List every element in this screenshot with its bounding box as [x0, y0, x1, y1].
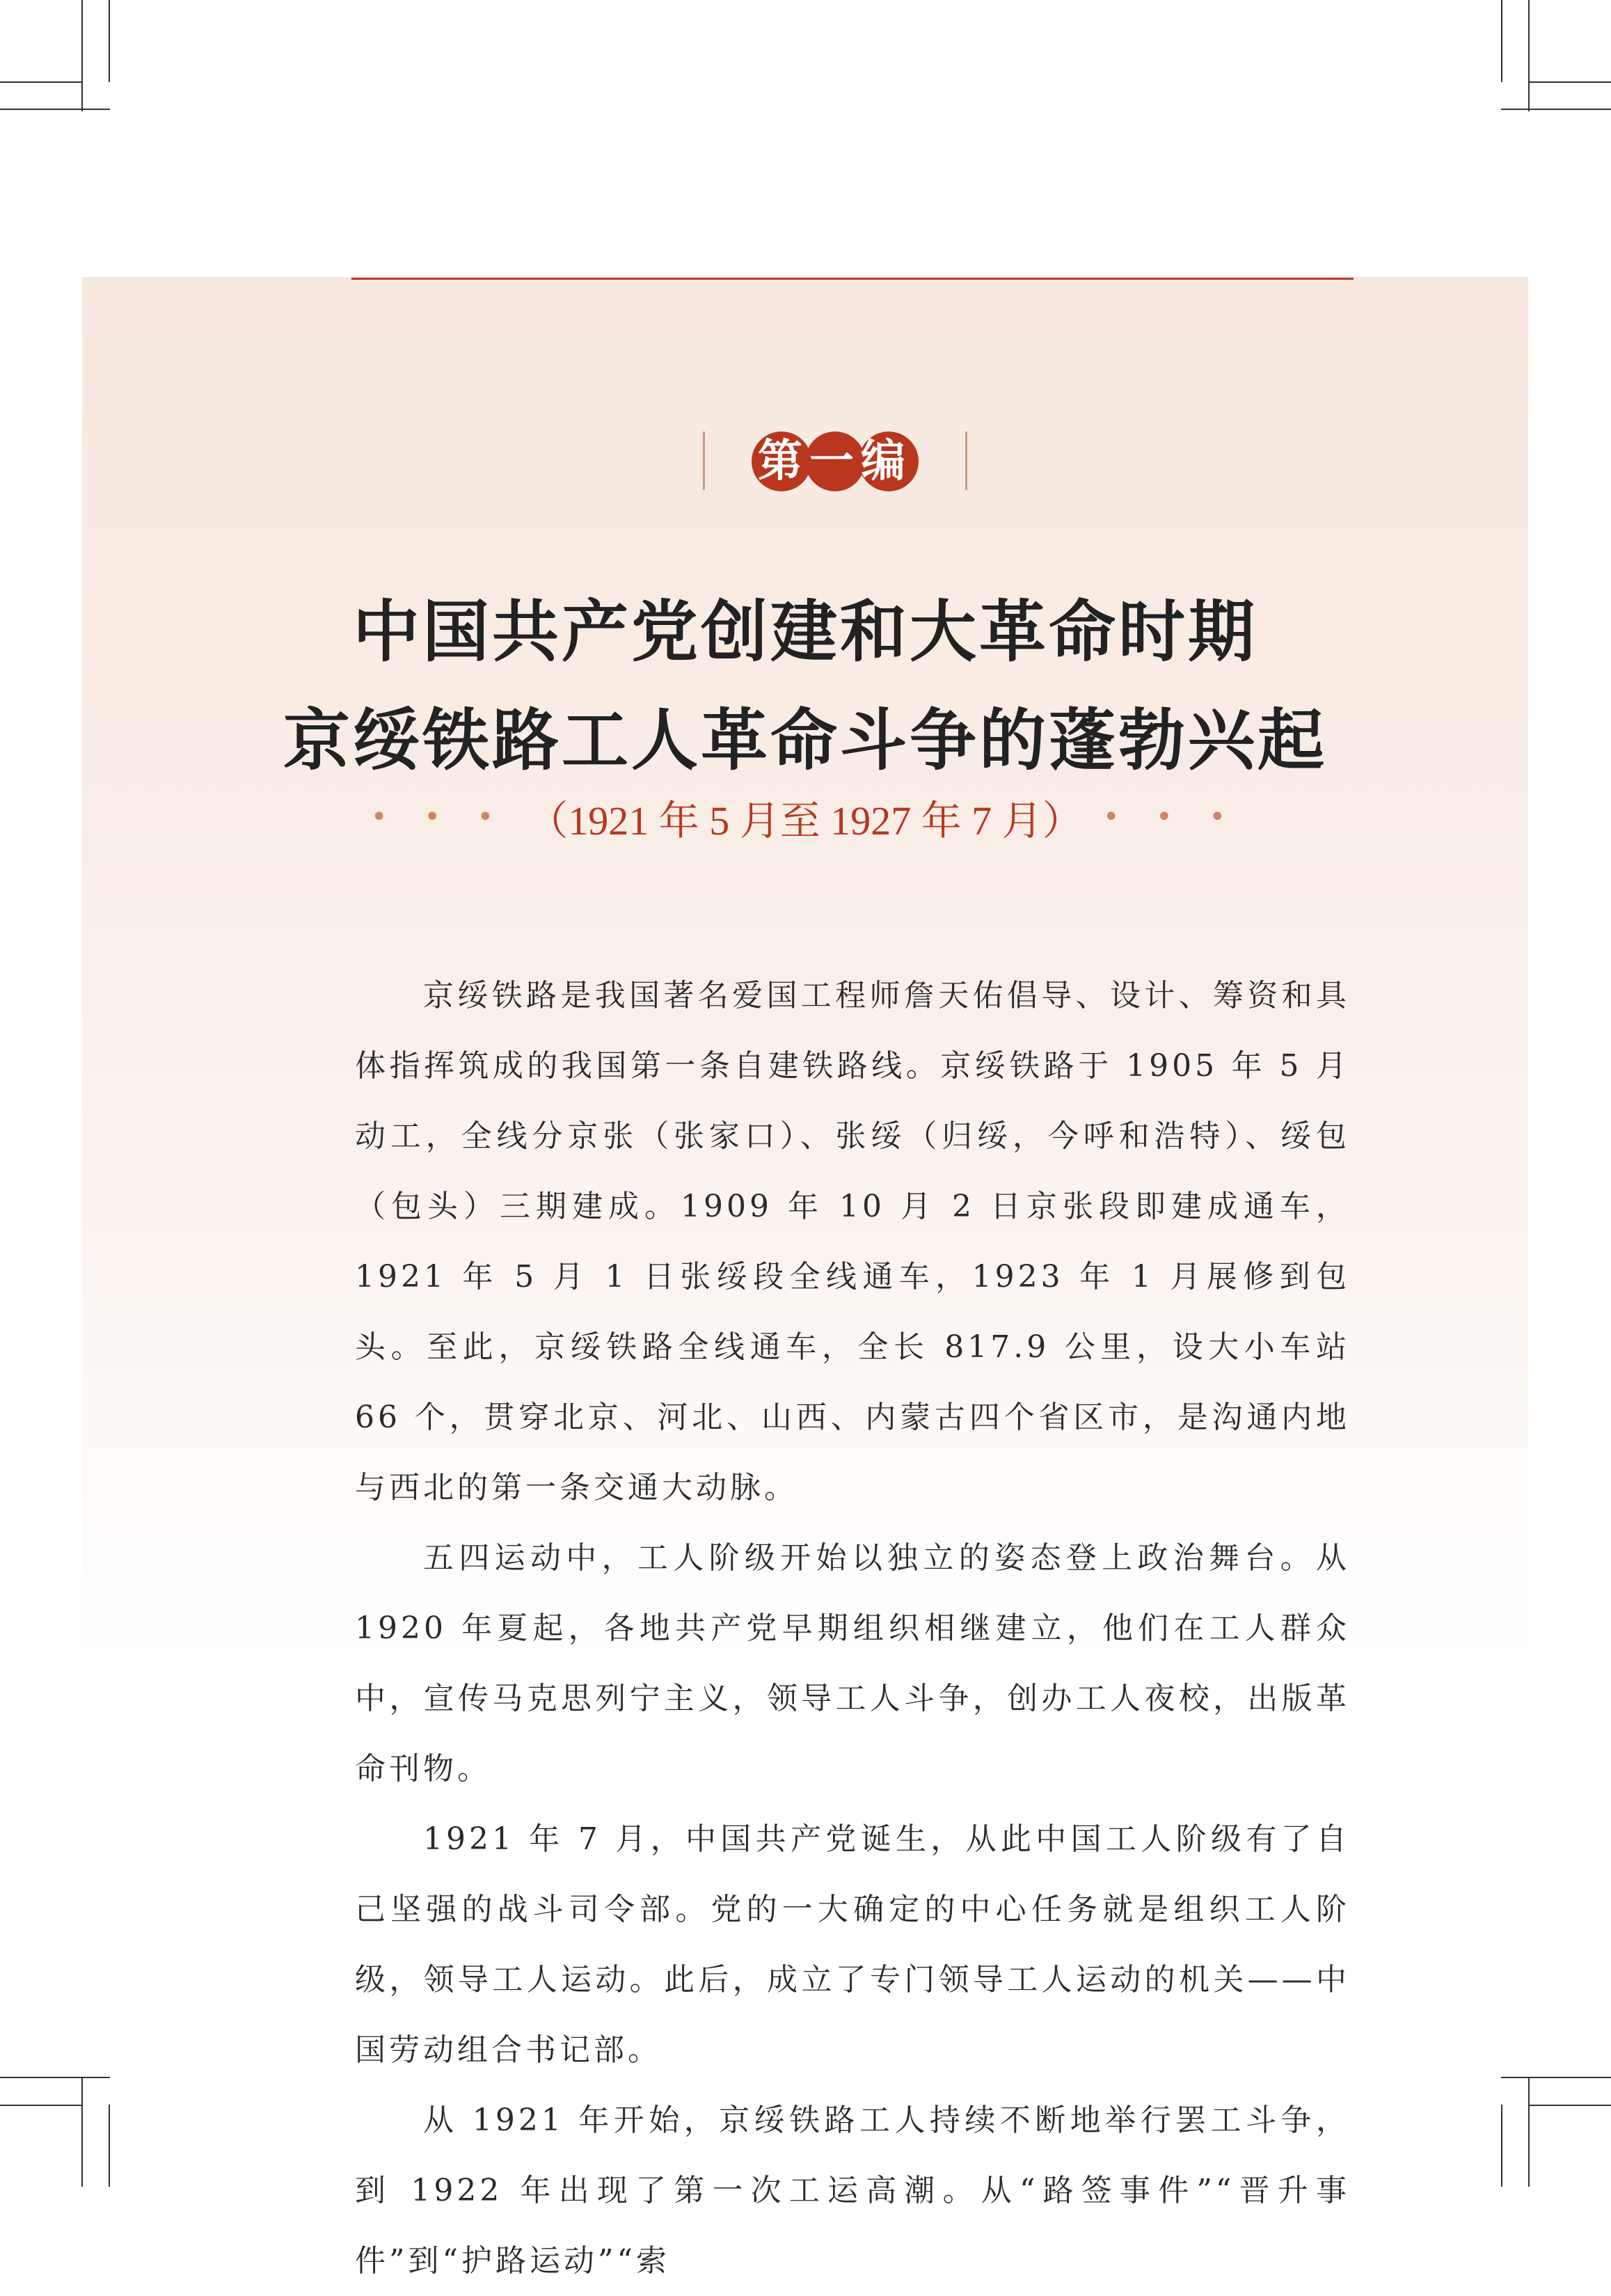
- chapter-title-line-1: 中国共产党创建和大革命时期: [353, 592, 1257, 671]
- dots-right: • • •: [1102, 801, 1240, 833]
- crop-mark: [109, 0, 110, 82]
- crop-mark: [1528, 2077, 1530, 2187]
- body-text: [355, 960, 1350, 2296]
- paragraph: 1921 年 7 月，中国共产党诞生，从此中国工人阶级有了自己坚强的战斗司令部。党的一大确定的中心任务就是组织工人阶级，领导工人运动。此后，成立了专门领导工人运动的机关——中国劳动组合书记部。: [355, 1821, 1350, 2068]
- crop-mark: [81, 2077, 83, 2187]
- crop-mark: [1528, 81, 1611, 83]
- chapter-title-line-2: 京绥铁路工人革命斗争的蓬勃兴起: [283, 701, 1327, 779]
- paragraph: 五四运动中，工人阶级开始以独立的姿态登上政治舞台。从 1920 年夏起，各地共产党早期组织相继建立，他们在工人群众中，宣传马克思列宁主义，领导工人斗争，创办工人夜校，出版革命刊物。: [355, 1540, 1350, 1787]
- crop-mark: [0, 2077, 110, 2078]
- crop-mark: [1501, 109, 1611, 110]
- crop-mark: [1528, 2105, 1611, 2106]
- paragraph: 京绥铁路是我国著名爱国工程师詹天佑倡导、设计、筹资和具体指挥筑成的我国第一条自建铁路线。京绥铁路于 1905 年 5 月动工，全线分京张（张家口）、张绥（归绥，今呼和浩特）、绥包（包头）三期建成。1909 年 10 月 2 日京张段即建成通车，1921 年 5 月 1 日张绥段全线通车，1923 年 1 月展修到包头。至此，京绥铁路全线通车，全长 817.9 公里，设大小车站 66 个，贯穿北京、河北、山西、内蒙古四个省区市，是沟通内地与西北的第一条交通大动脉。: [355, 978, 1350, 1505]
- crop-mark: [1528, 0, 1530, 111]
- dots-left: • • •: [370, 801, 508, 833]
- badge-bar-left: [703, 432, 705, 490]
- date-range-row: [82, 788, 1528, 844]
- paragraph: 从 1921 年开始，京绥铁路工人持续不断地举行罢工斗争，到 1922 年出现了第一次工运高潮。从“路签事件”“晋升事件”到“护路运动”“索: [355, 2103, 1350, 2279]
- section-label: 第一编: [758, 435, 912, 487]
- crop-mark: [1501, 2077, 1611, 2078]
- crop-mark: [0, 2105, 82, 2106]
- crop-mark: [0, 109, 110, 110]
- badge-circles: [752, 430, 919, 493]
- crop-mark: [1501, 0, 1502, 82]
- crop-mark: [109, 2105, 110, 2187]
- crop-mark: [1501, 2105, 1502, 2187]
- crop-mark: [81, 0, 83, 111]
- date-range: （1921 年 5 月至 1927 年 7 月）: [527, 798, 1083, 844]
- section-badge: [703, 430, 967, 493]
- badge-bar-right: [965, 432, 967, 490]
- crop-mark: [0, 81, 82, 83]
- top-rule: [351, 278, 1354, 280]
